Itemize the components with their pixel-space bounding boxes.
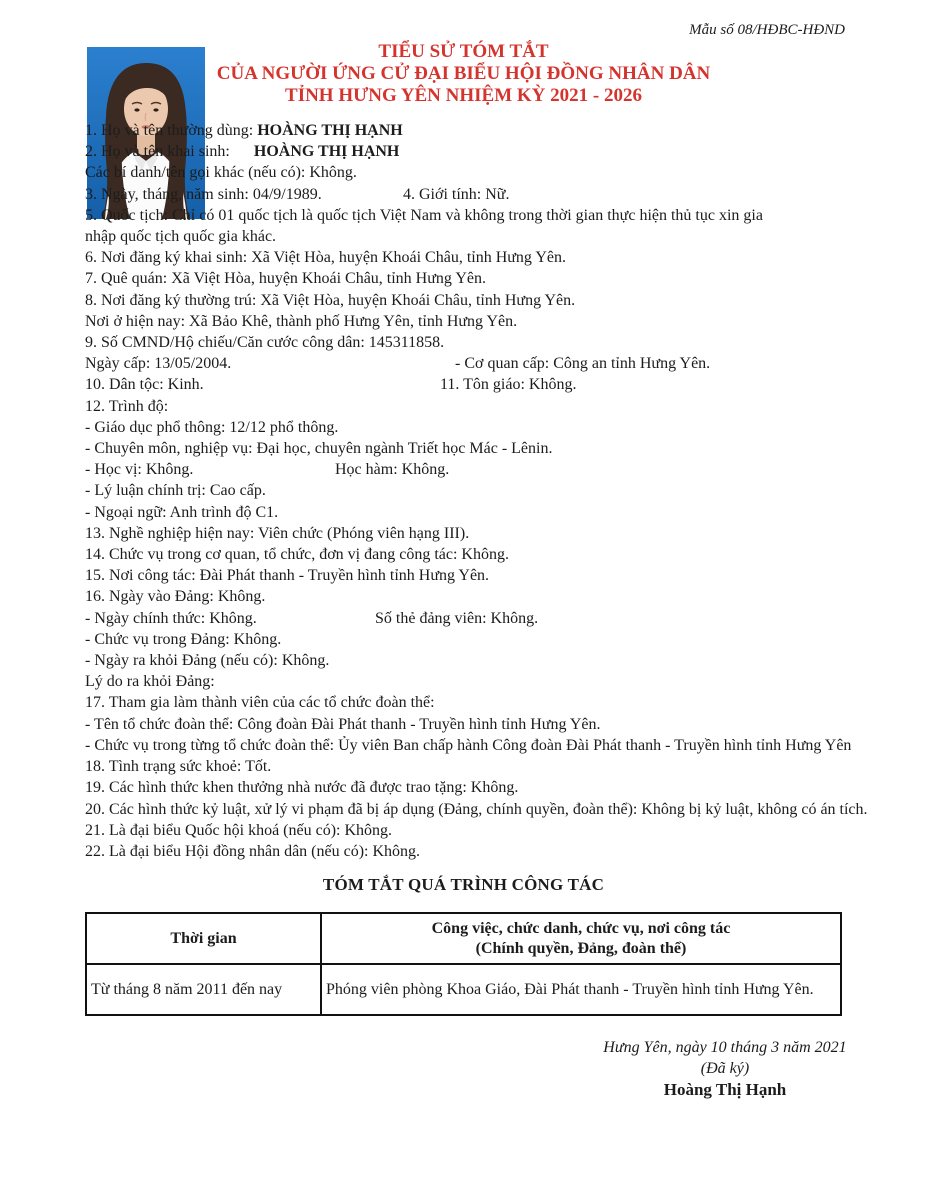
field-ethnicity: 10. Dân tộc: Kinh. bbox=[85, 376, 204, 394]
field-party-join-date: 16. Ngày vào Đảng: Không. bbox=[85, 588, 266, 606]
work-history-heading: TÓM TẮT QUÁ TRÌNH CÔNG TÁC bbox=[322, 875, 605, 895]
field-alias: Các bí danh/tên gọi khác (nếu có): Không. bbox=[85, 164, 357, 182]
field-common-name: 1. Họ và tên thường dùng: HOÀNG THỊ HẠNH bbox=[85, 122, 403, 139]
field-degree: - Học vị: Không. bbox=[85, 461, 194, 479]
common-name-value: HOÀNG THỊ HẠNH bbox=[257, 122, 403, 139]
field-id-number: 9. Số CMND/Hộ chiếu/Căn cước công dân: 145311858. bbox=[85, 334, 445, 352]
field-birth-registration: 6. Nơi đăng ký khai sinh: Xã Việt Hòa, huyện Khoái Châu, tỉnh Hưng Yên. bbox=[85, 249, 566, 267]
field-ethnic-religion bbox=[85, 374, 842, 395]
field-party-official: - Ngày chính thức: Không. Số thẻ đảng viên: Không. bbox=[85, 608, 842, 629]
cell-job-description: Phóng viên phòng Khoa Giáo, Đài Phát thanh - Truyền hình tỉnh Hưng Yên. bbox=[321, 964, 841, 1015]
title-line-2: CỦA NGƯỜI ỨNG CỬ ĐẠI BIỂU HỘI ĐỒNG NHÂN DÂN bbox=[216, 63, 711, 84]
column-header-time: Thời gian bbox=[86, 913, 321, 964]
field-party-leave-date: - Ngày ra khỏi Đảng (nếu có): Không. bbox=[85, 652, 330, 670]
field-foreign-language: - Ngoại ngữ: Anh trình độ C1. bbox=[85, 503, 279, 521]
field-occupation: 13. Nghề nghiệp hiện nay: Viên chức (Phóng viên hạng III). bbox=[85, 524, 470, 542]
field-position: 14. Chức vụ trong cơ quan, tổ chức, đơn vị đang công tác: Không. bbox=[85, 546, 509, 564]
field-education-header: 12. Trình độ: bbox=[85, 397, 169, 415]
cell-time-period: Từ tháng 8 năm 2011 đến nay bbox=[86, 964, 321, 1015]
field-id-issue: Ngày cấp: 13/05/2004. - Cơ quan cấp: Công an tỉnh Hưng Yên. bbox=[85, 353, 842, 374]
field-discipline: 20. Các hình thức kỷ luật, xử lý vi phạm đã bị áp dụng (Đảng, chính quyền, đoàn thể): Không bị kỷ luật, không có án tích. bbox=[85, 800, 868, 818]
field-party-position: - Chức vụ trong Đảng: Không. bbox=[85, 630, 282, 648]
form-code-label: Mẫu số 08/HĐBC-HĐND bbox=[689, 22, 845, 38]
field-organization-role: - Chức vụ trong từng tổ chức đoàn thể: Ủy viên Ban chấp hành Công đoàn Đài Phát thanh - Truyền hình tỉnh Hưng Yên bbox=[85, 736, 852, 754]
field-awards: 19. Các hình thức khen thưởng nhà nước đã được trao tặng: Không. bbox=[85, 779, 519, 797]
field-peoples-council: 22. Là đại biểu Hội đồng nhân dân (nếu có): Không. bbox=[85, 842, 421, 860]
field-national-assembly: 21. Là đại biểu Quốc hội khoá (nếu có): Không. bbox=[85, 821, 393, 839]
field-party-leave-reason: Lý do ra khỏi Đảng: bbox=[85, 673, 215, 691]
field-party-card: Số thẻ đảng viên: Không. bbox=[375, 609, 539, 627]
field-birth-name: 2. Họ và tên khai sinh: HOÀNG THỊ HẠNH bbox=[85, 143, 400, 161]
field-religion: 11. Tôn giáo: Không. bbox=[440, 376, 577, 394]
field-organizations-header: 17. Tham gia làm thành viên của các tổ chức đoàn thể: bbox=[85, 694, 435, 712]
field-professional-education: - Chuyên môn, nghiệp vụ: Đại học, chuyên ngành Triết học Mác - Lênin. bbox=[85, 440, 553, 458]
field-nationality-line1: 5. Quốc tịch: Chỉ có 01 quốc tịch là quốc tịch Việt Nam và không trong thời gian thực hiện thủ tục xin gia bbox=[85, 206, 763, 224]
work-history-table bbox=[85, 912, 842, 1016]
field-permanent-residence: 8. Nơi đăng ký thường trú: Xã Việt Hòa, huyện Khoái Châu, tỉnh Hưng Yên. bbox=[85, 291, 576, 309]
signature-place-date: Hưng Yên, ngày 10 tháng 3 năm 2021 bbox=[603, 1039, 847, 1057]
table-row bbox=[86, 964, 841, 1015]
title-line-1: TIỂU SỬ TÓM TẮT bbox=[378, 41, 549, 62]
signature-name: Hoàng Thị Hạnh bbox=[663, 1080, 787, 1100]
field-current-residence: Nơi ở hiện nay: Xã Bảo Khê, thành phố Hưng Yên, tỉnh Hưng Yên. bbox=[85, 312, 518, 330]
field-workplace: 15. Nơi công tác: Đài Phát thanh - Truyền hình tỉnh Hưng Yên. bbox=[85, 567, 490, 585]
field-degree-title bbox=[85, 459, 842, 480]
column-header-job: Công việc, chức danh, chức vụ, nơi công tác (Chính quyền, Đảng, đoàn thể) bbox=[321, 913, 841, 964]
field-gender: 4. Giới tính: Nữ. bbox=[403, 185, 510, 203]
field-birthdate-gender: 3. Ngày, tháng, năm sinh: 04/9/1989. 4. Giới tính: Nữ. bbox=[85, 184, 842, 205]
field-hometown: 7. Quê quán: Xã Việt Hòa, huyện Khoái Châu, tỉnh Hưng Yên. bbox=[85, 270, 486, 288]
field-organization-name: - Tên tổ chức đoàn thể: Công đoàn Đài Phát thanh - Truyền hình tỉnh Hưng Yên. bbox=[85, 715, 601, 733]
table-header-row bbox=[86, 913, 841, 964]
field-academic-title: Học hàm: Không. bbox=[335, 461, 450, 479]
biography-fields bbox=[85, 120, 868, 1100]
field-general-education: - Giáo dục phổ thông: 12/12 phổ thông. bbox=[85, 418, 339, 436]
field-political-theory: - Lý luận chính trị: Cao cấp. bbox=[85, 482, 266, 500]
field-health: 18. Tình trạng sức khoẻ: Tốt. bbox=[85, 758, 272, 776]
field-nationality-line2: nhập quốc tịch quốc gia khác. bbox=[85, 228, 277, 246]
birth-name-value: HOÀNG THỊ HẠNH bbox=[253, 143, 400, 161]
signature-block bbox=[600, 1037, 850, 1100]
title-line-3: TỈNH HƯNG YÊN NHIỆM KỲ 2021 - 2026 bbox=[285, 85, 642, 106]
field-id-issuer: - Cơ quan cấp: Công an tỉnh Hưng Yên. bbox=[455, 355, 711, 373]
signature-signed-note: (Đã ký) bbox=[700, 1060, 750, 1078]
